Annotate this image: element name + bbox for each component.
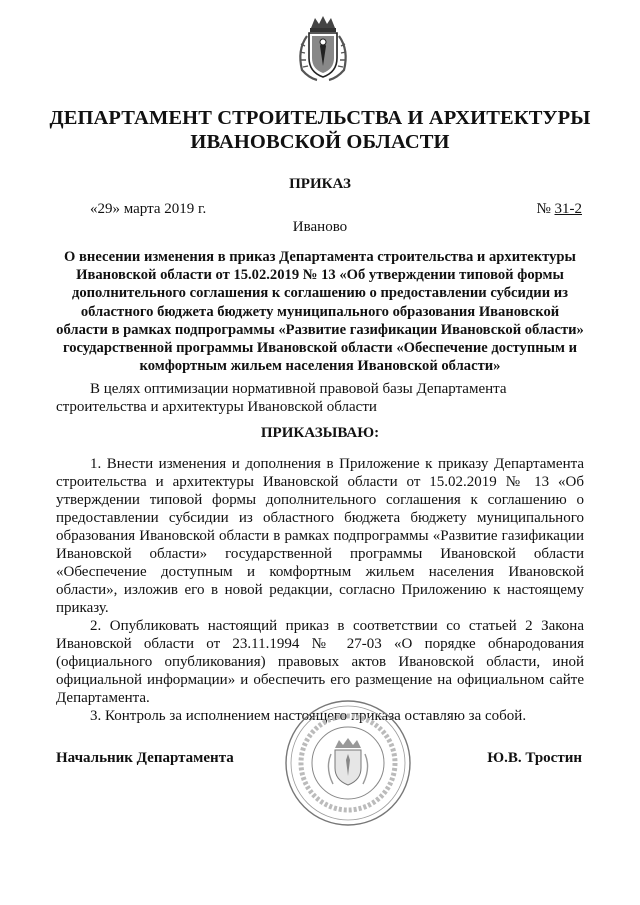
department-title-line2: ИВАНОВСКОЙ ОБЛАСТИ: [190, 131, 450, 153]
coat-of-arms-icon: [293, 14, 353, 84]
signer-title: Начальник Департамента: [56, 750, 234, 766]
order-item-2: 2. Опубликовать настоящий приказ в соответствии со статьей 2 Закона Ивановской области от 23.11.1994 № 27-03 «О порядке обнародования (официального опубликования) правовых актов Ивановской области, иной официальной информации» и обеспечить его размещение на официальном сайте Департамента.: [56, 618, 584, 706]
order-city: Иваново: [292, 219, 348, 235]
order-number: [536, 201, 582, 218]
order-verb: ПРИКАЗЫВАЮ:: [260, 425, 380, 441]
order-item-3: 3. Контроль за исполнением настоящего приказа оставляю за собой.: [90, 708, 527, 724]
order-label: ПРИКАЗ: [289, 176, 351, 192]
department-title-line1: ДЕПАРТАМЕНТ СТРОИТЕЛЬСТВА И АРХИТЕКТУРЫ: [49, 107, 591, 129]
intro-paragraph: В целях оптимизации нормативной правовой базы Департамента строительства и архитектуры Ивановской области: [56, 381, 507, 415]
official-seal-icon: [283, 698, 413, 828]
order-items: [56, 455, 584, 725]
order-number-prefix: №: [536, 201, 555, 217]
signer-name: Ю.В. Тростин: [487, 750, 582, 766]
department-title: [40, 106, 600, 154]
order-number-value: 31-2: [554, 201, 582, 217]
order-subject: О внесении изменения в приказ Департамента строительства и архитектуры Ивановской области от 15.02.2019 № 13 «Об утверждении типовой формы дополнительного соглашения к соглашению о предоставлении субсидии из областного бюджета бюджету муниципального образования Ивановской области в рамках подпрограммы «Развитие газификации Ивановской области» государственной программы Ивановской области «Обеспечение доступным и комфортным жильем населения Ивановской области»: [56, 249, 584, 375]
order-item-1: 1. Внести изменения и дополнения в Приложение к приказу Департамента строительства и архитектуры Ивановской области от 15.02.2019 № 13 «Об утверждении типовой формы дополнительного соглашения к соглашению о предоставлении субсидии из областного бюджета бюджету муниципального образования Ивановской области в рамках подпрограммы «Развитие газификации Ивановской области» государственной программы Ивановской области «Обеспечение доступным и комфортным жильем населения Ивановской области», изложив его в новой редакции, согласно Приложению к настоящему приказу.: [56, 456, 584, 616]
order-date: «29» марта 2019 г.: [90, 201, 207, 217]
